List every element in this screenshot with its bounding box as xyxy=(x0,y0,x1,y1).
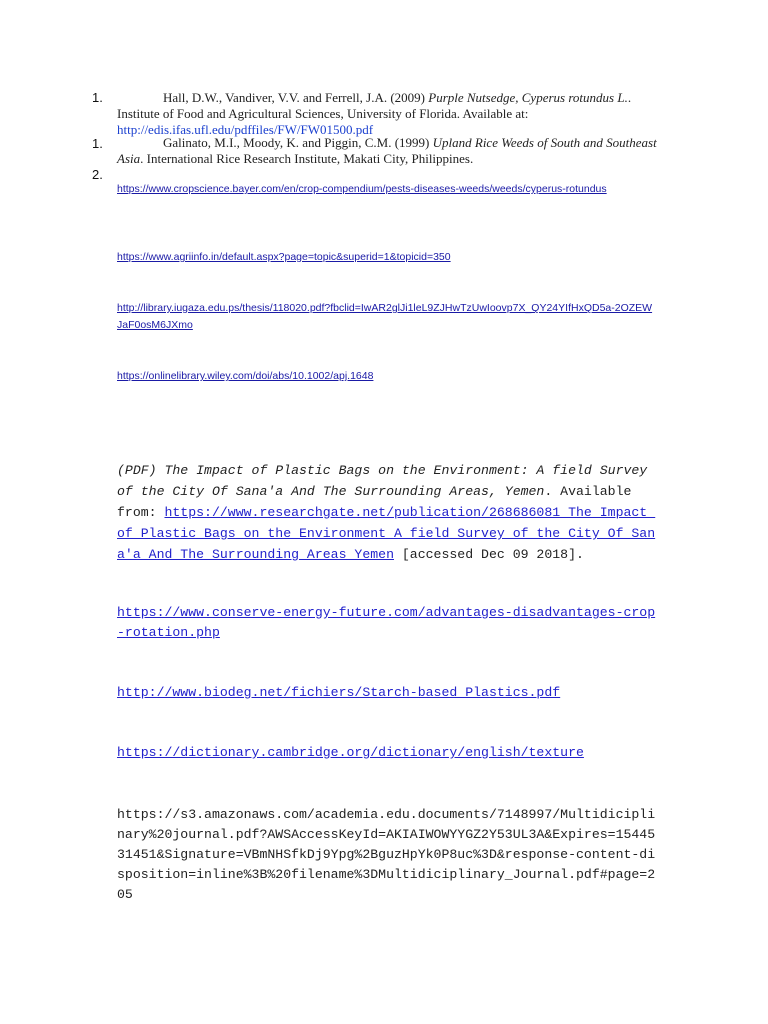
plain-url-text: https://s3.amazonaws.com/academia.edu.documents/7148997/Multidiciplinary%20journal.pdf?AWSAccessKeyId=AKIAIWOWYYGZ2Y53UL3A&Expires=1544531451&Signature=VBmNHSfkDj9Ypg%2BguzHpYk0P8uc%3D&response-content-disposition=inline%3B%20filename%3DMultidiciplinary_Journal.pdf#page=205 xyxy=(117,807,656,902)
list-number: 2. xyxy=(92,167,103,182)
reference-entry xyxy=(117,135,657,167)
reference-authors: Hall, D.W., Vandiver, V.V. and Ferrell, J.A. (2009) xyxy=(163,90,429,105)
citation-link[interactable]: https://www.researchgate.net/publication/268686081_The_Impact_of_Plastic_Bags_on_the_Environment_A_field_Survey_of_the_City_Of_Sana'a_And_The_Surrounding_Areas_Yemen xyxy=(117,505,656,562)
reference-title: Upland Rice Weeds of South and Southeast Asia xyxy=(117,135,657,166)
citation-available: . Available from: xyxy=(117,484,632,520)
list-number: 1. xyxy=(92,90,103,105)
reference-title: Purple Nutsedge, Cyperus rotundus L. xyxy=(428,90,628,105)
citation-block xyxy=(117,460,657,565)
citation-accessed: [accessed Dec 09 2018]. xyxy=(393,547,584,562)
reference-link[interactable]: https://dictionary.cambridge.org/dictionary/english/texture xyxy=(117,745,584,760)
reference-link[interactable]: https://www.cropscience.bayer.com/en/crop-compendium/pests-diseases-weeds/weeds/cyperus-rotundus xyxy=(117,183,607,195)
reference-link[interactable]: https://www.agriinfo.in/default.aspx?page=topic&superid=1&topicid=350 xyxy=(117,251,451,263)
reference-publisher: . International Rice Research Institute, Makati City, Philippines. xyxy=(140,151,474,166)
reference-link[interactable]: http://library.iugaza.edu.ps/thesis/118020.pdf?fbclid=IwAR2glJi1leL9ZJHwTzUwIoovp7X_QY24YIfHxQD5a-2OZEWJaF0osM6JXmo xyxy=(117,302,653,331)
reference-link[interactable]: http://www.biodeg.net/fichiers/Starch-based_Plastics.pdf xyxy=(117,685,561,700)
reference-link[interactable]: https://onlinelibrary.wiley.com/doi/abs/10.1002/apj.1648 xyxy=(117,370,374,382)
reference-authors: Galinato, M.I., Moody, K. and Piggin, C.M. (1999) xyxy=(163,135,433,150)
reference-entry xyxy=(117,90,657,138)
list-number: 1. xyxy=(92,136,103,151)
citation-title: (PDF) The Impact of Plastic Bags on the Environment: A field Survey of the City Of Sana'a And The Surrounding Areas, Yemen xyxy=(117,463,648,499)
reference-link[interactable]: https://www.conserve-energy-future.com/advantages-disadvantages-crop-rotation.php xyxy=(117,605,656,640)
reference-link[interactable]: http://edis.ifas.ufl.edu/pdffiles/FW/FW01500.pdf xyxy=(117,122,374,137)
reference-publisher: . Institute of Food and Agricultural Sciences, University of Florida. Available at: xyxy=(117,90,632,121)
